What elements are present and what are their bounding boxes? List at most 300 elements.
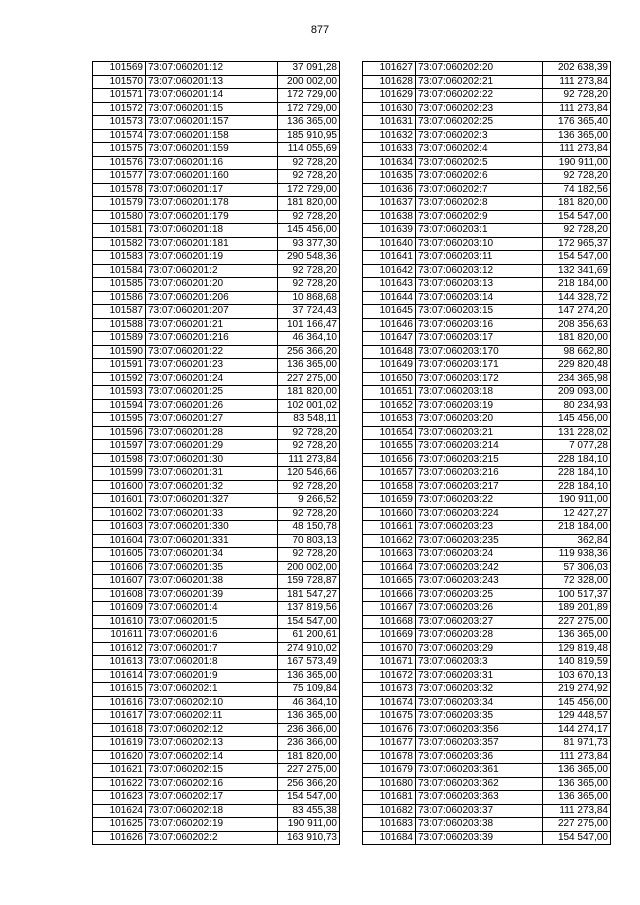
table-row [363, 399, 611, 413]
table-row [93, 831, 340, 845]
cadastral-number-cell: 73:07:060203:38 [416, 818, 543, 832]
row-id-cell: 101581 [93, 224, 146, 238]
row-id-cell: 101584 [93, 264, 146, 278]
table-row [363, 737, 611, 751]
cadastral-number-cell: 73:07:060201:23 [146, 359, 278, 373]
cadastral-number-cell: 73:07:060203:27 [416, 615, 543, 629]
table-row [93, 750, 340, 764]
cadastral-number-cell: 73:07:060201:22 [146, 345, 278, 359]
row-id-cell: 101652 [363, 399, 416, 413]
table-row [93, 737, 340, 751]
table-row [93, 494, 340, 508]
value-cell: 147 274,20 [543, 305, 611, 319]
table-row [363, 237, 611, 251]
value-cell: 172 729,00 [278, 102, 340, 116]
value-cell: 92 728,20 [278, 440, 340, 454]
table-row [93, 440, 340, 454]
table-row [363, 791, 611, 805]
row-id-cell: 101594 [93, 399, 146, 413]
value-cell: 219 274,92 [543, 683, 611, 697]
value-cell: 228 184,10 [543, 480, 611, 494]
row-id-cell: 101590 [93, 345, 146, 359]
row-id-cell: 101664 [363, 561, 416, 575]
table-row [363, 129, 611, 143]
row-id-cell: 101596 [93, 426, 146, 440]
value-cell: 172 729,00 [278, 89, 340, 103]
row-id-cell: 101629 [363, 89, 416, 103]
cadastral-number-cell: 73:07:060201:35 [146, 561, 278, 575]
cadastral-number-cell: 73:07:060201:15 [146, 102, 278, 116]
table-row [93, 156, 340, 170]
table-row [93, 548, 340, 562]
value-cell: 92 728,20 [278, 170, 340, 184]
value-cell: 80 234,93 [543, 399, 611, 413]
table-row [93, 480, 340, 494]
row-id-cell: 101640 [363, 237, 416, 251]
row-id-cell: 101660 [363, 507, 416, 521]
table-right [362, 61, 611, 845]
cadastral-number-cell: 73:07:060203:12 [416, 264, 543, 278]
row-id-cell: 101617 [93, 710, 146, 724]
row-id-cell: 101658 [363, 480, 416, 494]
value-cell: 181 820,00 [278, 197, 340, 211]
row-id-cell: 101675 [363, 710, 416, 724]
value-cell: 57 306,03 [543, 561, 611, 575]
table-row [363, 197, 611, 211]
table-row [363, 210, 611, 224]
row-id-cell: 101618 [93, 723, 146, 737]
value-cell: 256 366,20 [278, 777, 340, 791]
cadastral-number-cell: 73:07:060202:19 [146, 818, 278, 832]
value-cell: 154 547,00 [543, 210, 611, 224]
cadastral-number-cell: 73:07:060203:23 [416, 521, 543, 535]
table-row [363, 818, 611, 832]
row-id-cell: 101638 [363, 210, 416, 224]
cadastral-number-cell: 73:07:060203:35 [416, 710, 543, 724]
cadastral-number-cell: 73:07:060203:362 [416, 777, 543, 791]
value-cell: 136 365,00 [543, 791, 611, 805]
cadastral-number-cell: 73:07:060201:26 [146, 399, 278, 413]
table-row [93, 386, 340, 400]
row-id-cell: 101676 [363, 723, 416, 737]
table-row [93, 264, 340, 278]
cadastral-number-cell: 73:07:060201:32 [146, 480, 278, 494]
row-id-cell: 101671 [363, 656, 416, 670]
cadastral-number-cell: 73:07:060202:4 [416, 143, 543, 157]
table-row [363, 750, 611, 764]
cadastral-number-cell: 73:07:060203:29 [416, 642, 543, 656]
cadastral-number-cell: 73:07:060201:327 [146, 494, 278, 508]
value-cell: 181 820,00 [278, 386, 340, 400]
row-id-cell: 101655 [363, 440, 416, 454]
cadastral-number-cell: 73:07:060201:7 [146, 642, 278, 656]
table-row [93, 305, 340, 319]
table-row [93, 656, 340, 670]
table-row [93, 291, 340, 305]
table-row [93, 129, 340, 143]
cadastral-number-cell: 73:07:060201:21 [146, 318, 278, 332]
row-id-cell: 101667 [363, 602, 416, 616]
table-row [93, 372, 340, 386]
cadastral-number-cell: 73:07:060203:1 [416, 224, 543, 238]
row-id-cell: 101611 [93, 629, 146, 643]
row-id-cell: 101650 [363, 372, 416, 386]
cadastral-number-cell: 73:07:060202:23 [416, 102, 543, 116]
row-id-cell: 101578 [93, 183, 146, 197]
row-id-cell: 101589 [93, 332, 146, 346]
table-row [93, 278, 340, 292]
cadastral-number-cell: 73:07:060201:30 [146, 453, 278, 467]
cadastral-number-cell: 73:07:060201:6 [146, 629, 278, 643]
table-row [363, 413, 611, 427]
value-cell: 10 868,68 [278, 291, 340, 305]
value-cell: 144 328,72 [543, 291, 611, 305]
cadastral-number-cell: 73:07:060201:13 [146, 75, 278, 89]
row-id-cell: 101683 [363, 818, 416, 832]
table-row [363, 534, 611, 548]
cadastral-number-cell: 73:07:060203:22 [416, 494, 543, 508]
table-row [363, 440, 611, 454]
value-cell: 137 819,56 [278, 602, 340, 616]
value-cell: 274 910,02 [278, 642, 340, 656]
value-cell: 256 366,20 [278, 345, 340, 359]
row-id-cell: 101632 [363, 129, 416, 143]
row-id-cell: 101628 [363, 75, 416, 89]
value-cell: 136 365,00 [543, 129, 611, 143]
value-cell: 111 273,84 [278, 453, 340, 467]
table-row [93, 534, 340, 548]
row-id-cell: 101606 [93, 561, 146, 575]
table-row [93, 318, 340, 332]
cadastral-number-cell: 73:07:060203:363 [416, 791, 543, 805]
value-cell: 111 273,84 [543, 75, 611, 89]
cadastral-number-cell: 73:07:060201:16 [146, 156, 278, 170]
table-row [93, 764, 340, 778]
value-cell: 159 728,87 [278, 575, 340, 589]
value-cell: 136 365,00 [278, 116, 340, 130]
table-row [93, 170, 340, 184]
table-row [363, 278, 611, 292]
cadastral-number-cell: 73:07:060203:20 [416, 413, 543, 427]
row-id-cell: 101634 [363, 156, 416, 170]
table-row [363, 359, 611, 373]
row-id-cell: 101616 [93, 696, 146, 710]
row-id-cell: 101639 [363, 224, 416, 238]
table-row [363, 372, 611, 386]
table-row [363, 332, 611, 346]
table-row [93, 102, 340, 116]
value-cell: 209 093,00 [543, 386, 611, 400]
value-cell: 111 273,84 [543, 804, 611, 818]
value-cell: 48 150,78 [278, 521, 340, 535]
cadastral-number-cell: 73:07:060201:159 [146, 143, 278, 157]
row-id-cell: 101677 [363, 737, 416, 751]
cadastral-number-cell: 73:07:060201:18 [146, 224, 278, 238]
value-cell: 227 275,00 [543, 615, 611, 629]
cadastral-number-cell: 73:07:060201:330 [146, 521, 278, 535]
table-row [93, 89, 340, 103]
value-cell: 154 547,00 [278, 615, 340, 629]
cadastral-number-cell: 73:07:060203:32 [416, 683, 543, 697]
value-cell: 83 455,38 [278, 804, 340, 818]
table-row [363, 170, 611, 184]
row-id-cell: 101579 [93, 197, 146, 211]
cadastral-number-cell: 73:07:060203:217 [416, 480, 543, 494]
cadastral-number-cell: 73:07:060203:19 [416, 399, 543, 413]
value-cell: 145 456,00 [543, 413, 611, 427]
table-row [93, 116, 340, 130]
value-cell: 92 728,20 [543, 170, 611, 184]
value-cell: 92 728,20 [278, 548, 340, 562]
table-row [363, 548, 611, 562]
cadastral-number-cell: 73:07:060203:13 [416, 278, 543, 292]
row-id-cell: 101624 [93, 804, 146, 818]
value-cell: 37 724,43 [278, 305, 340, 319]
table-row [93, 251, 340, 265]
table-row [93, 183, 340, 197]
cadastral-number-cell: 73:07:060203:24 [416, 548, 543, 562]
cadastral-number-cell: 73:07:060203:31 [416, 669, 543, 683]
table-row [93, 224, 340, 238]
value-cell: 102 001,02 [278, 399, 340, 413]
table-row [363, 696, 611, 710]
cadastral-number-cell: 73:07:060201:331 [146, 534, 278, 548]
cadastral-number-cell: 73:07:060201:207 [146, 305, 278, 319]
cadastral-number-cell: 73:07:060201:38 [146, 575, 278, 589]
row-id-cell: 101591 [93, 359, 146, 373]
value-cell: 101 166,47 [278, 318, 340, 332]
cadastral-number-cell: 73:07:060203:34 [416, 696, 543, 710]
cadastral-number-cell: 73:07:060202:3 [416, 129, 543, 143]
value-cell: 100 517,37 [543, 588, 611, 602]
value-cell: 234 365,98 [543, 372, 611, 386]
cadastral-number-cell: 73:07:060203:10 [416, 237, 543, 251]
page-number: 877 [310, 24, 330, 36]
value-cell: 111 273,84 [543, 143, 611, 157]
table-row [363, 116, 611, 130]
value-cell: 92 728,20 [543, 89, 611, 103]
row-id-cell: 101623 [93, 791, 146, 805]
cadastral-number-cell: 73:07:060203:21 [416, 426, 543, 440]
row-id-cell: 101681 [363, 791, 416, 805]
value-cell: 200 002,00 [278, 75, 340, 89]
cadastral-number-cell: 73:07:060203:215 [416, 453, 543, 467]
value-cell: 227 275,00 [278, 764, 340, 778]
table-row [93, 615, 340, 629]
cadastral-number-cell: 73:07:060203:17 [416, 332, 543, 346]
cadastral-number-cell: 73:07:060201:178 [146, 197, 278, 211]
value-cell: 154 547,00 [278, 791, 340, 805]
table-row [93, 642, 340, 656]
row-id-cell: 101604 [93, 534, 146, 548]
value-cell: 92 728,20 [278, 480, 340, 494]
table-row [363, 426, 611, 440]
row-id-cell: 101573 [93, 116, 146, 130]
cadastral-number-cell: 73:07:060203:39 [416, 831, 543, 845]
row-id-cell: 101569 [93, 62, 146, 76]
row-id-cell: 101580 [93, 210, 146, 224]
row-id-cell: 101615 [93, 683, 146, 697]
table-row [93, 62, 340, 76]
row-id-cell: 101610 [93, 615, 146, 629]
cadastral-number-cell: 73:07:060201:20 [146, 278, 278, 292]
value-cell: 218 184,00 [543, 521, 611, 535]
row-id-cell: 101633 [363, 143, 416, 157]
value-cell: 111 273,84 [543, 102, 611, 116]
value-cell: 120 546,66 [278, 467, 340, 481]
table-row [93, 575, 340, 589]
value-cell: 154 547,00 [543, 251, 611, 265]
table-row [363, 683, 611, 697]
table-row [363, 521, 611, 535]
value-cell: 74 182,56 [543, 183, 611, 197]
cadastral-number-cell: 73:07:060203:37 [416, 804, 543, 818]
table-row [363, 156, 611, 170]
value-cell: 7 077,28 [543, 440, 611, 454]
cadastral-number-cell: 73:07:060202:8 [416, 197, 543, 211]
value-cell: 189 201,89 [543, 602, 611, 616]
table-row [363, 264, 611, 278]
cadastral-number-cell: 73:07:060202:13 [146, 737, 278, 751]
table-row [93, 143, 340, 157]
value-cell: 144 274,17 [543, 723, 611, 737]
table-row [93, 345, 340, 359]
value-cell: 290 548,36 [278, 251, 340, 265]
row-id-cell: 101585 [93, 278, 146, 292]
value-cell: 181 820,00 [278, 750, 340, 764]
row-id-cell: 101612 [93, 642, 146, 656]
cadastral-number-cell: 73:07:060203:361 [416, 764, 543, 778]
row-id-cell: 101647 [363, 332, 416, 346]
cadastral-number-cell: 73:07:060201:28 [146, 426, 278, 440]
cadastral-number-cell: 73:07:060203:214 [416, 440, 543, 454]
cadastral-number-cell: 73:07:060201:9 [146, 669, 278, 683]
cadastral-number-cell: 73:07:060201:33 [146, 507, 278, 521]
row-id-cell: 101654 [363, 426, 416, 440]
cadastral-number-cell: 73:07:060203:356 [416, 723, 543, 737]
value-cell: 61 200,61 [278, 629, 340, 643]
cadastral-number-cell: 73:07:060202:22 [416, 89, 543, 103]
row-id-cell: 101635 [363, 170, 416, 184]
cadastral-number-cell: 73:07:060203:28 [416, 629, 543, 643]
table-row [363, 629, 611, 643]
value-cell: 229 820,48 [543, 359, 611, 373]
value-cell: 136 365,00 [278, 359, 340, 373]
cadastral-number-cell: 73:07:060201:14 [146, 89, 278, 103]
row-id-cell: 101679 [363, 764, 416, 778]
value-cell: 72 328,00 [543, 575, 611, 589]
value-cell: 37 091,28 [278, 62, 340, 76]
cadastral-number-cell: 73:07:060201:17 [146, 183, 278, 197]
cadastral-number-cell: 73:07:060201:158 [146, 129, 278, 143]
value-cell: 92 728,20 [278, 507, 340, 521]
row-id-cell: 101587 [93, 305, 146, 319]
value-cell: 145 456,00 [543, 696, 611, 710]
table-row [363, 75, 611, 89]
value-cell: 136 365,00 [543, 777, 611, 791]
row-id-cell: 101666 [363, 588, 416, 602]
table-row [363, 480, 611, 494]
cadastral-number-cell: 73:07:060202:12 [146, 723, 278, 737]
table-row [363, 143, 611, 157]
table-row [363, 318, 611, 332]
cadastral-number-cell: 73:07:060203:242 [416, 561, 543, 575]
table-row [93, 723, 340, 737]
value-cell: 92 728,20 [278, 210, 340, 224]
table-row [363, 831, 611, 845]
table-row [93, 507, 340, 521]
value-cell: 154 547,00 [543, 831, 611, 845]
row-id-cell: 101582 [93, 237, 146, 251]
cadastral-number-cell: 73:07:060202:21 [416, 75, 543, 89]
value-cell: 172 729,00 [278, 183, 340, 197]
row-id-cell: 101663 [363, 548, 416, 562]
value-cell: 362,84 [543, 534, 611, 548]
value-cell: 114 055,69 [278, 143, 340, 157]
cadastral-number-cell: 73:07:060203:216 [416, 467, 543, 481]
row-id-cell: 101571 [93, 89, 146, 103]
row-id-cell: 101680 [363, 777, 416, 791]
row-id-cell: 101684 [363, 831, 416, 845]
row-id-cell: 101646 [363, 318, 416, 332]
table-row [93, 75, 340, 89]
cadastral-number-cell: 73:07:060203:243 [416, 575, 543, 589]
cadastral-number-cell: 73:07:060201:5 [146, 615, 278, 629]
cadastral-number-cell: 73:07:060202:9 [416, 210, 543, 224]
value-cell: 136 365,00 [278, 669, 340, 683]
table-row [363, 669, 611, 683]
cadastral-number-cell: 73:07:060201:4 [146, 602, 278, 616]
row-id-cell: 101570 [93, 75, 146, 89]
cadastral-number-cell: 73:07:060202:16 [146, 777, 278, 791]
table-row [363, 251, 611, 265]
table-row [363, 183, 611, 197]
cadastral-number-cell: 73:07:060201:31 [146, 467, 278, 481]
table-row [363, 588, 611, 602]
cadastral-number-cell: 73:07:060202:10 [146, 696, 278, 710]
value-cell: 185 910,95 [278, 129, 340, 143]
row-id-cell: 101645 [363, 305, 416, 319]
table-row [363, 777, 611, 791]
value-cell: 119 938,36 [543, 548, 611, 562]
cadastral-number-cell: 73:07:060202:18 [146, 804, 278, 818]
cadastral-number-cell: 73:07:060201:179 [146, 210, 278, 224]
table-row [363, 656, 611, 670]
value-cell: 46 364,10 [278, 696, 340, 710]
row-id-cell: 101613 [93, 656, 146, 670]
row-id-cell: 101668 [363, 615, 416, 629]
value-cell: 140 819,59 [543, 656, 611, 670]
table-row [363, 723, 611, 737]
value-cell: 136 365,00 [543, 764, 611, 778]
table-row [363, 467, 611, 481]
row-id-cell: 101595 [93, 413, 146, 427]
table-left [92, 61, 340, 845]
row-id-cell: 101644 [363, 291, 416, 305]
cadastral-number-cell: 73:07:060203:36 [416, 750, 543, 764]
row-id-cell: 101597 [93, 440, 146, 454]
cadastral-number-cell: 73:07:060203:3 [416, 656, 543, 670]
cadastral-number-cell: 73:07:060202:15 [146, 764, 278, 778]
value-cell: 190 911,00 [543, 494, 611, 508]
value-cell: 181 820,00 [543, 197, 611, 211]
table-row [93, 521, 340, 535]
row-id-cell: 101609 [93, 602, 146, 616]
table-row [93, 399, 340, 413]
row-id-cell: 101588 [93, 318, 146, 332]
table-row [93, 588, 340, 602]
value-cell: 92 728,20 [278, 156, 340, 170]
